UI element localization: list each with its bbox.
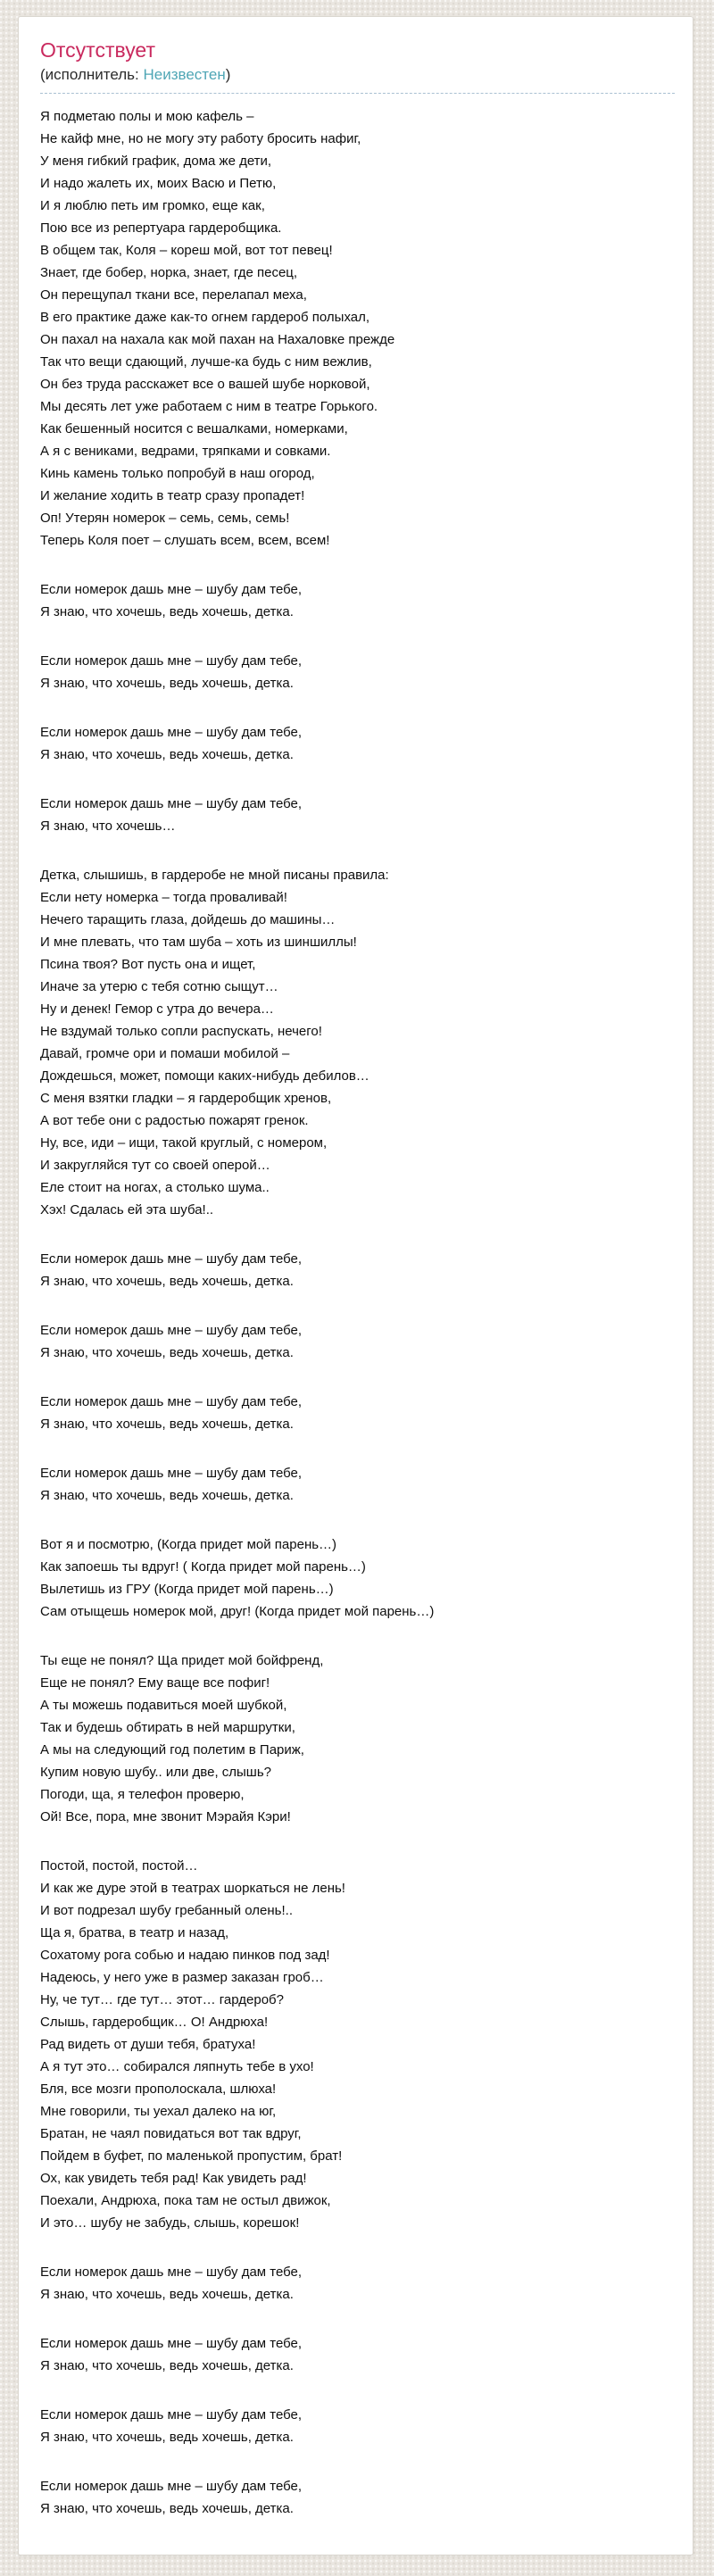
artist-link[interactable]: Неизвестен [143, 66, 226, 83]
stanza: Если номерок дашь мне – шубу дам тебе, Я знаю, что хочешь, ведь хочешь, детка. [40, 725, 303, 762]
stanza: Если номерок дашь мне – шубу дам тебе, Я знаю, что хочешь, ведь хочешь, детка. [40, 1466, 303, 1503]
stanza: Если номерок дашь мне – шубу дам тебе, Я знаю, что хочешь, ведь хочешь, детка. [40, 2336, 303, 2373]
stanza: Вот я и посмотрю, (Когда придет мой парень…) Как запоешь ты вдруг! ( Когда придет мой парень…) Вылетишь из ГРУ (Когда придет мой парень…) Сам отыщешь номерок мой, друг! (Когда придет мой парень…) [40, 1537, 435, 1619]
stanza: Если номерок дашь мне – шубу дам тебе, Я знаю, что хочешь… [40, 796, 303, 834]
stanza: Детка, слышишь, в гардеробе не мной писаны правила: Если нету номерка – тогда проваливай! Нечего таращить глаза, дойдешь до машины… И мне плевать, что там шуба – хоть из шиншиллы! Псина твоя? Вот пусть она и ищет, Иначе за утерю с тебя сотню сыщут… Ну и денек! Гемор с утра до вечера… Не вздумай только сопли распускать, нечего! Давай, громче ори и помаши мобилой – Дождешься, может, помощи каких-нибудь дебилов… С меня взятки гладки – я гардеробщик хренов, А вот тебе они с радостью пожарят гренок. Ну, все, иди – ищи, такой круглый, с номером, И закругляйся тут со своей оперой… Еле стоит на ногах, а столько шума.. Хэх! Сдалась ей эта шуба!.. [40, 868, 389, 1217]
lyrics-text [40, 94, 675, 2520]
stanza: Я подметаю полы и мою кафель – Не кайф мне, но не могу эту работу бросить нафиг, У меня гибкий график, дома же дети, И надо жалеть их, моих Васю и Петю, И я люблю петь им громко, еще как, Пою все из репертуара гардеробщика. В общем так, Коля – кореш мой, вот тот певец! Знает, где бобер, норка, знает, где песец, Он перещупал ткани все, перелапал меха, В его практике даже как-то огнем гардероб полыхал, Он пахал на нахала как мой пахан на Нахаловке прежде Так что вещи сдающий, лучше-ка будь с ним вежлив, Он без труда расскажет все о вашей шубе норковой, Мы десять лет уже работаем с ним в театре Горького. Как бешенный носится с вешалками, номерками, А я с вениками, ведрами, тряпками и совками. Кинь камень только попробуй в наш огород, И желание ходить в театр сразу пропадет! Оп! Утерян номерок – семь, семь, семь! Теперь Коля поет – слушать всем, всем, всем! [40, 109, 395, 548]
stanza: Если номерок дашь мне – шубу дам тебе, Я знаю, что хочешь, ведь хочешь, детка. [40, 2264, 303, 2302]
stanza: Если номерок дашь мне – шубу дам тебе, Я знаю, что хочешь, ведь хочешь, детка. [40, 2479, 303, 2516]
stanza: Если номерок дашь мне – шубу дам тебе, Я знаю, что хочешь, ведь хочешь, детка. [40, 1323, 303, 1360]
lyrics-card [18, 16, 693, 2555]
artist-prefix: (исполнитель: [40, 66, 144, 83]
stanza: Если номерок дашь мне – шубу дам тебе, Я знаю, что хочешь, ведь хочешь, детка. [40, 582, 303, 619]
stanza: Ты еще не понял? Ща придет мой бойфренд, Еще не понял? Ему ваще все пофиг! А ты можешь подавиться моей шубкой, Так и будешь обтирать в ней маршрутки, А мы на следующий год полетим в Париж, Купим новую шубу.. или две, слышь? Погоди, ща, я телефон проверю, Ой! Все, пора, мне звонит Мэрайя Кэри! [40, 1653, 324, 1824]
stanza: Постой, постой, постой… И как же дуре этой в театрах шоркаться не лень! И вот подрезал шубу гребанный олень!.. Ща я, братва, в театр и назад, Сохатому рога собью и надаю пинков под зад! Надеюсь, у него уже в размер заказан гроб… Ну, че тут… где тут… этот… гардероб? Слышь, гардеробщик… О! Андрюха! Рад видеть от души тебя, братуха! А я тут это… собирался ляпнуть тебе в ухо! Бля, все мозги прополоскала, шлюха! Мне говорили, ты уехал далеко на юг, Братан, не чаял повидаться вот так вдруг, Пойдем в буфет, по маленькой пропустим, брат! Ох, как увидеть тебя рад! Как увидеть рад! Поехали, Андрюха, пока там не остыл движок, И это… шубу не забудь, слышь, корешок! [40, 1858, 345, 2231]
stanza: Если номерок дашь мне – шубу дам тебе, Я знаю, что хочешь, ведь хочешь, детка. [40, 653, 303, 691]
artist-suffix: ) [225, 66, 231, 83]
song-header [40, 38, 675, 94]
artist-line [40, 65, 675, 85]
stanza: Если номерок дашь мне – шубу дам тебе, Я знаю, что хочешь, ведь хочешь, детка. [40, 2407, 303, 2445]
stanza: Если номерок дашь мне – шубу дам тебе, Я знаю, что хочешь, ведь хочешь, детка. [40, 1394, 303, 1432]
stanza: Если номерок дашь мне – шубу дам тебе, Я знаю, что хочешь, ведь хочешь, детка. [40, 1251, 303, 1289]
page-title: Отсутствует [40, 38, 155, 62]
